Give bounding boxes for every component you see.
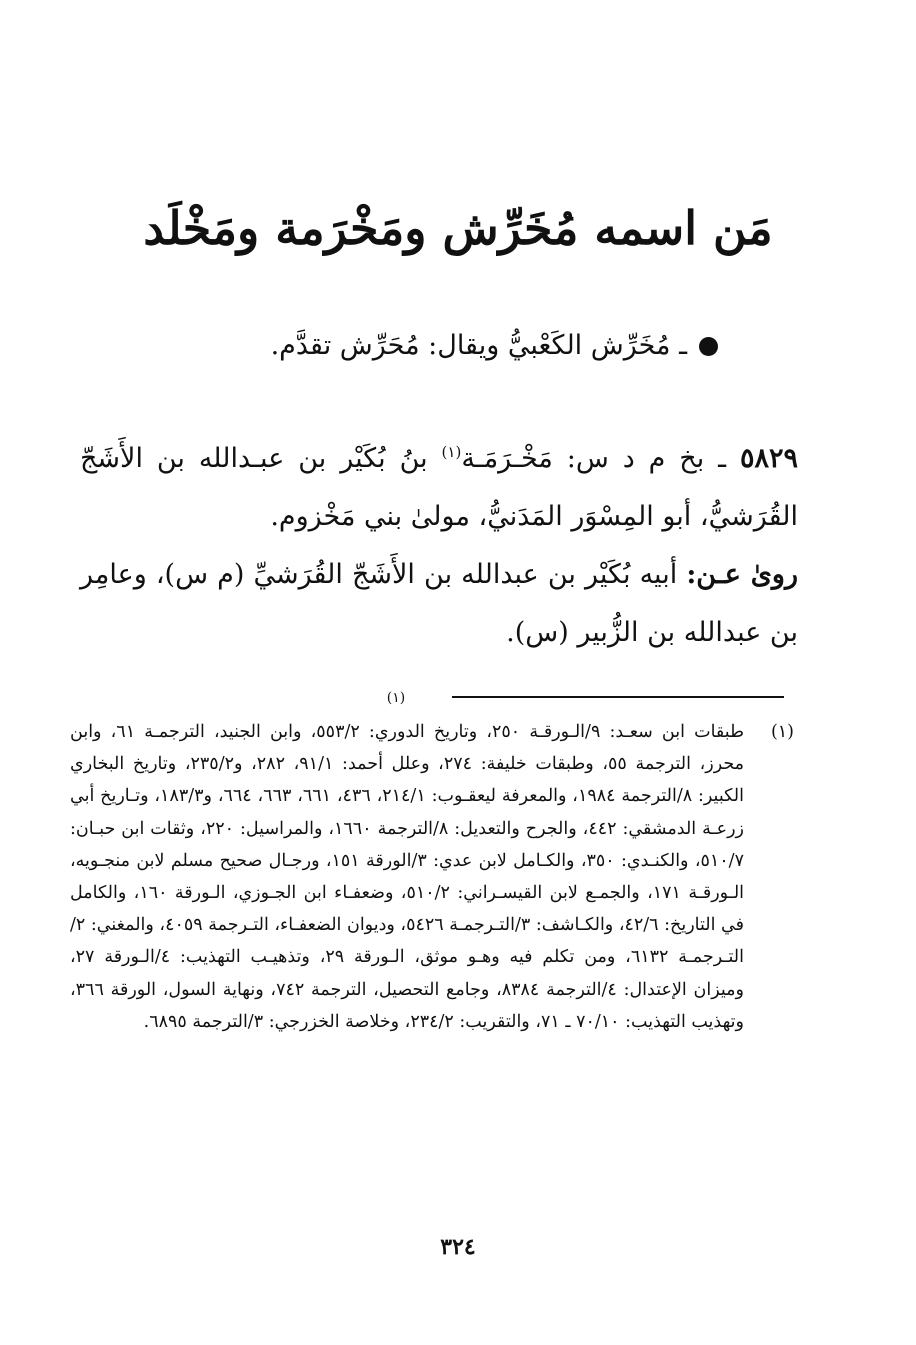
entry-number: ٥٨٢٩ [739, 443, 798, 474]
biography-entry [80, 430, 798, 662]
entry-header: ـ بخ م د س: مَخْـرَمَـة [461, 443, 727, 474]
narration-label: روىٰ عـن: [686, 559, 798, 590]
cross-reference-text: ـ مُخَرِّش الكَعْبيُّ ويقال: مُحَرِّش تقدَّم. [270, 330, 687, 361]
chapter-title: مَن اسمه مُخَرِّش ومَخْرَمة ومَخْلَد [143, 201, 773, 255]
footnote [70, 716, 794, 1038]
bullet-icon [699, 337, 718, 356]
narration-paragraph [80, 546, 798, 662]
footnote-marker: (١) [386, 690, 406, 706]
footnote-reference[interactable]: (١) [441, 443, 462, 461]
entry-heading-paragraph [80, 430, 798, 546]
page-number: ٣٢٤ [440, 1234, 476, 1260]
narration-text: أبيه بُكَيْر بن عبدالله بن الأَشَجّ القُرَشيِّ (م س)، وعامِر بن عبدالله بن الزُّبير (س). [80, 559, 798, 648]
entry-name: بنُ بُكَيْر بن عبـدالله بن الأَشَجّ القُرَشيُّ، أبو المِسْوَر المَدَنيُّ، مولىٰ بني مَخْزوم. [80, 443, 798, 532]
cross-reference-line [178, 316, 718, 376]
footnote-divider [452, 696, 784, 698]
footnote-number: (١) [770, 722, 794, 742]
footnote-text: طبقات ابن سعـد: ٩/الـورقـة ٢٥٠، وتاريخ الدوري: ٥٥٣/٢، وابن الجنيد، الترجمـة ٦١، وابن محرز، الترجمة ٥٥، وطبقات خليفة: ٢٧٤، وعلل أحمد: ٩١/١، ٢٨٢، و٢٣٥/٢، وتاريخ البخاري الكبير: ٨/الترجمة ١٩٨٤، والمعرفة ليعقـوب: ٢١٤/١، ٤٣٦، ٦٦١، ٦٦٣، ٦٦٤، و١٨٣/٣، وتـاريخ أبي زرعـة الدمشقي: ٤٤٢، والجرح والتعديل: ٨/الترجمة ١٦٦٠، والمراسيل: ٢٢٠، وثقات ابن حبـان: ٥١٠/٧، والكنـدي: ٣٥٠، والكـامل لابن عدي: ٣/الورقة ١٥١، ورجـال صحيح مسلم لابن منجـويه، الـورقـة ١٧١، والجمـع لابن القيسـراني: ٥١٠/٢، وضعفـاء ابن الجـوزي، الـورقة ١٦٠، والكامل في التاريخ: ٤٢/٦، والكـاشف: ٣/التـرجمـة ٥٤٢٦، وديوان الضعفـاء، التـرجمة ٤٠٥٩، والمغني: ٢/التـرجمـة ٦١٣٢، ومن تكلم فيه وهـو موثق، الـورقة ٢٩، وتذهيـب التهذيب: ٤/الـورقة ٢٧، وميزان الإعتدال: ٤/الترجمة ٨٣٨٤، وجامع التحصيل، الترجمة ٧٤٢، ونهاية السول، الورقة ٣٦٦، وتهذيب التهذيب: ٧٠/١٠ ـ ٧١، والتقريب: ٢٣٤/٢، وخلاصة الخزرجي: ٣/الترجمة ٦٨٩٥. [70, 722, 745, 1032]
